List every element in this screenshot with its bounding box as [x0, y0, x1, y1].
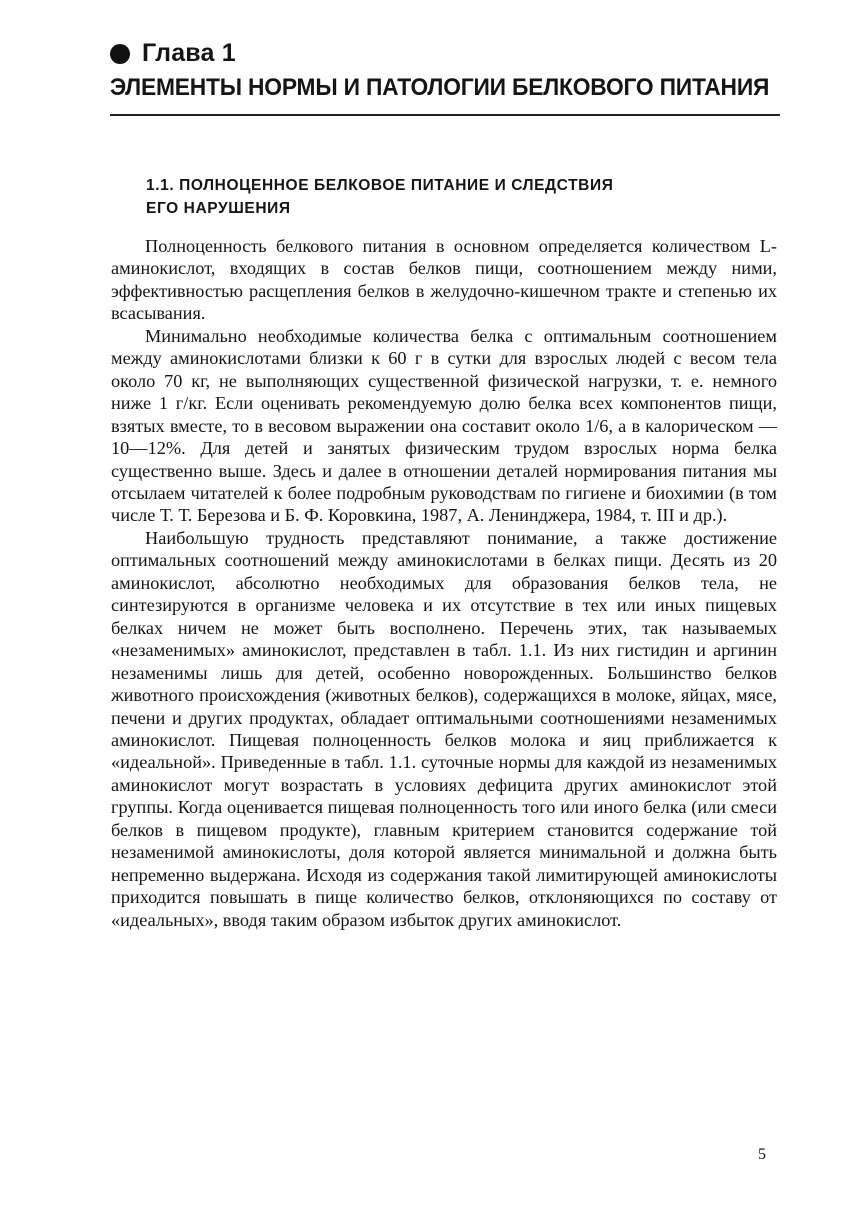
chapter-label: Глава 1 — [142, 38, 236, 67]
chapter-label-row — [110, 36, 790, 70]
section-heading-line-2: ЕГО НАРУШЕНИЯ — [146, 200, 291, 217]
paragraph: Наибольшую трудность представляют понимание, а также достижение оптимальных соотношений между аминокислотами в белках пищи. Десять из 20 аминокислот, абсолютно необходимых для образования белков тела, не синтезируются в организме человека и их отсутствие в тех или иных пищевых белках ничем не может быть восполнено. Перечень этих, так называемых «незаменимых» аминокислот, представлен в табл. 1.1. Из них гистидин и аргинин незаменимы лишь для детей, особенно новорожденных. Большинство белков животного происхождения (животных белков), содержащихся в молоке, яйцах, мясе, печени и других продуктах, обладает оптимальными соотношениями незаменимых аминокислот. Пищевая полноценность белков молока и яиц приближается к «идеальной». Приведенные в табл. 1.1. суточные нормы для каждой из незаменимых аминокислот могут возрастать в условиях дефицита других аминокислот этой группы. Когда оценивается пищевая полноценность того или иного белка (или смеси белков в пищевом продукте), главным критерием становится содержание той незаменимой аминокислоты, доля которой является минимальной и должна быть непременно выдержана. Исходя из содержания такой лимитирующей аминокислоты приходится повышать в пище количество белков, отклоняющихся по составу от «идеальных», вводя таким образом избыток других аминокислот. — [111, 527, 777, 930]
section-heading — [146, 174, 786, 220]
chapter-title: ЭЛЕМЕНТЫ НОРМЫ И ПАТОЛОГИИ БЕЛКОВОГО ПИТАНИЯ — [110, 74, 770, 101]
paragraph: Минимально необходимые количества белка с оптимальным соотношением между аминокислотами близки к 60 г в сутки для взрослых людей с весом тела около 70 кг, не выполняющих существенной физической нагрузки, т. е. немного ниже 1 г/кг. Если оценивать рекомендуемую долю белка всех компонентов пищи, взятых вместе, то в весовом выражении она составит около 1/6, а в калорическом — 10—12%. Для детей и занятых физическим трудом взрослых норма белка существенно выше. Здесь и далее в отношении деталей нормирования питания мы отсылаем читателей к более подробным руководствам по гигиене и биохимии (в том числе Т. Т. Березова и Б. Ф. Коровкина, 1987, А. Ленинджера, 1984, т. III и др.). — [111, 325, 777, 526]
page-number: 5 — [758, 1146, 766, 1163]
chapter-divider — [110, 114, 780, 116]
chapter-header — [110, 36, 790, 102]
paragraph: Полноценность белкового питания в основном определяется количеством L-аминокислот, входящих в состав белков пищи, соотношением между ними, эффективностью расщепления белков в желудочно-кишечном тракте и степенью их всасывания. — [111, 236, 777, 324]
section-heading-line-1: 1.1. ПОЛНОЦЕННОЕ БЕЛКОВОЕ ПИТАНИЕ И СЛЕДСТВИЯ — [146, 177, 614, 194]
body-text — [111, 235, 777, 931]
bullet-icon — [110, 44, 130, 64]
